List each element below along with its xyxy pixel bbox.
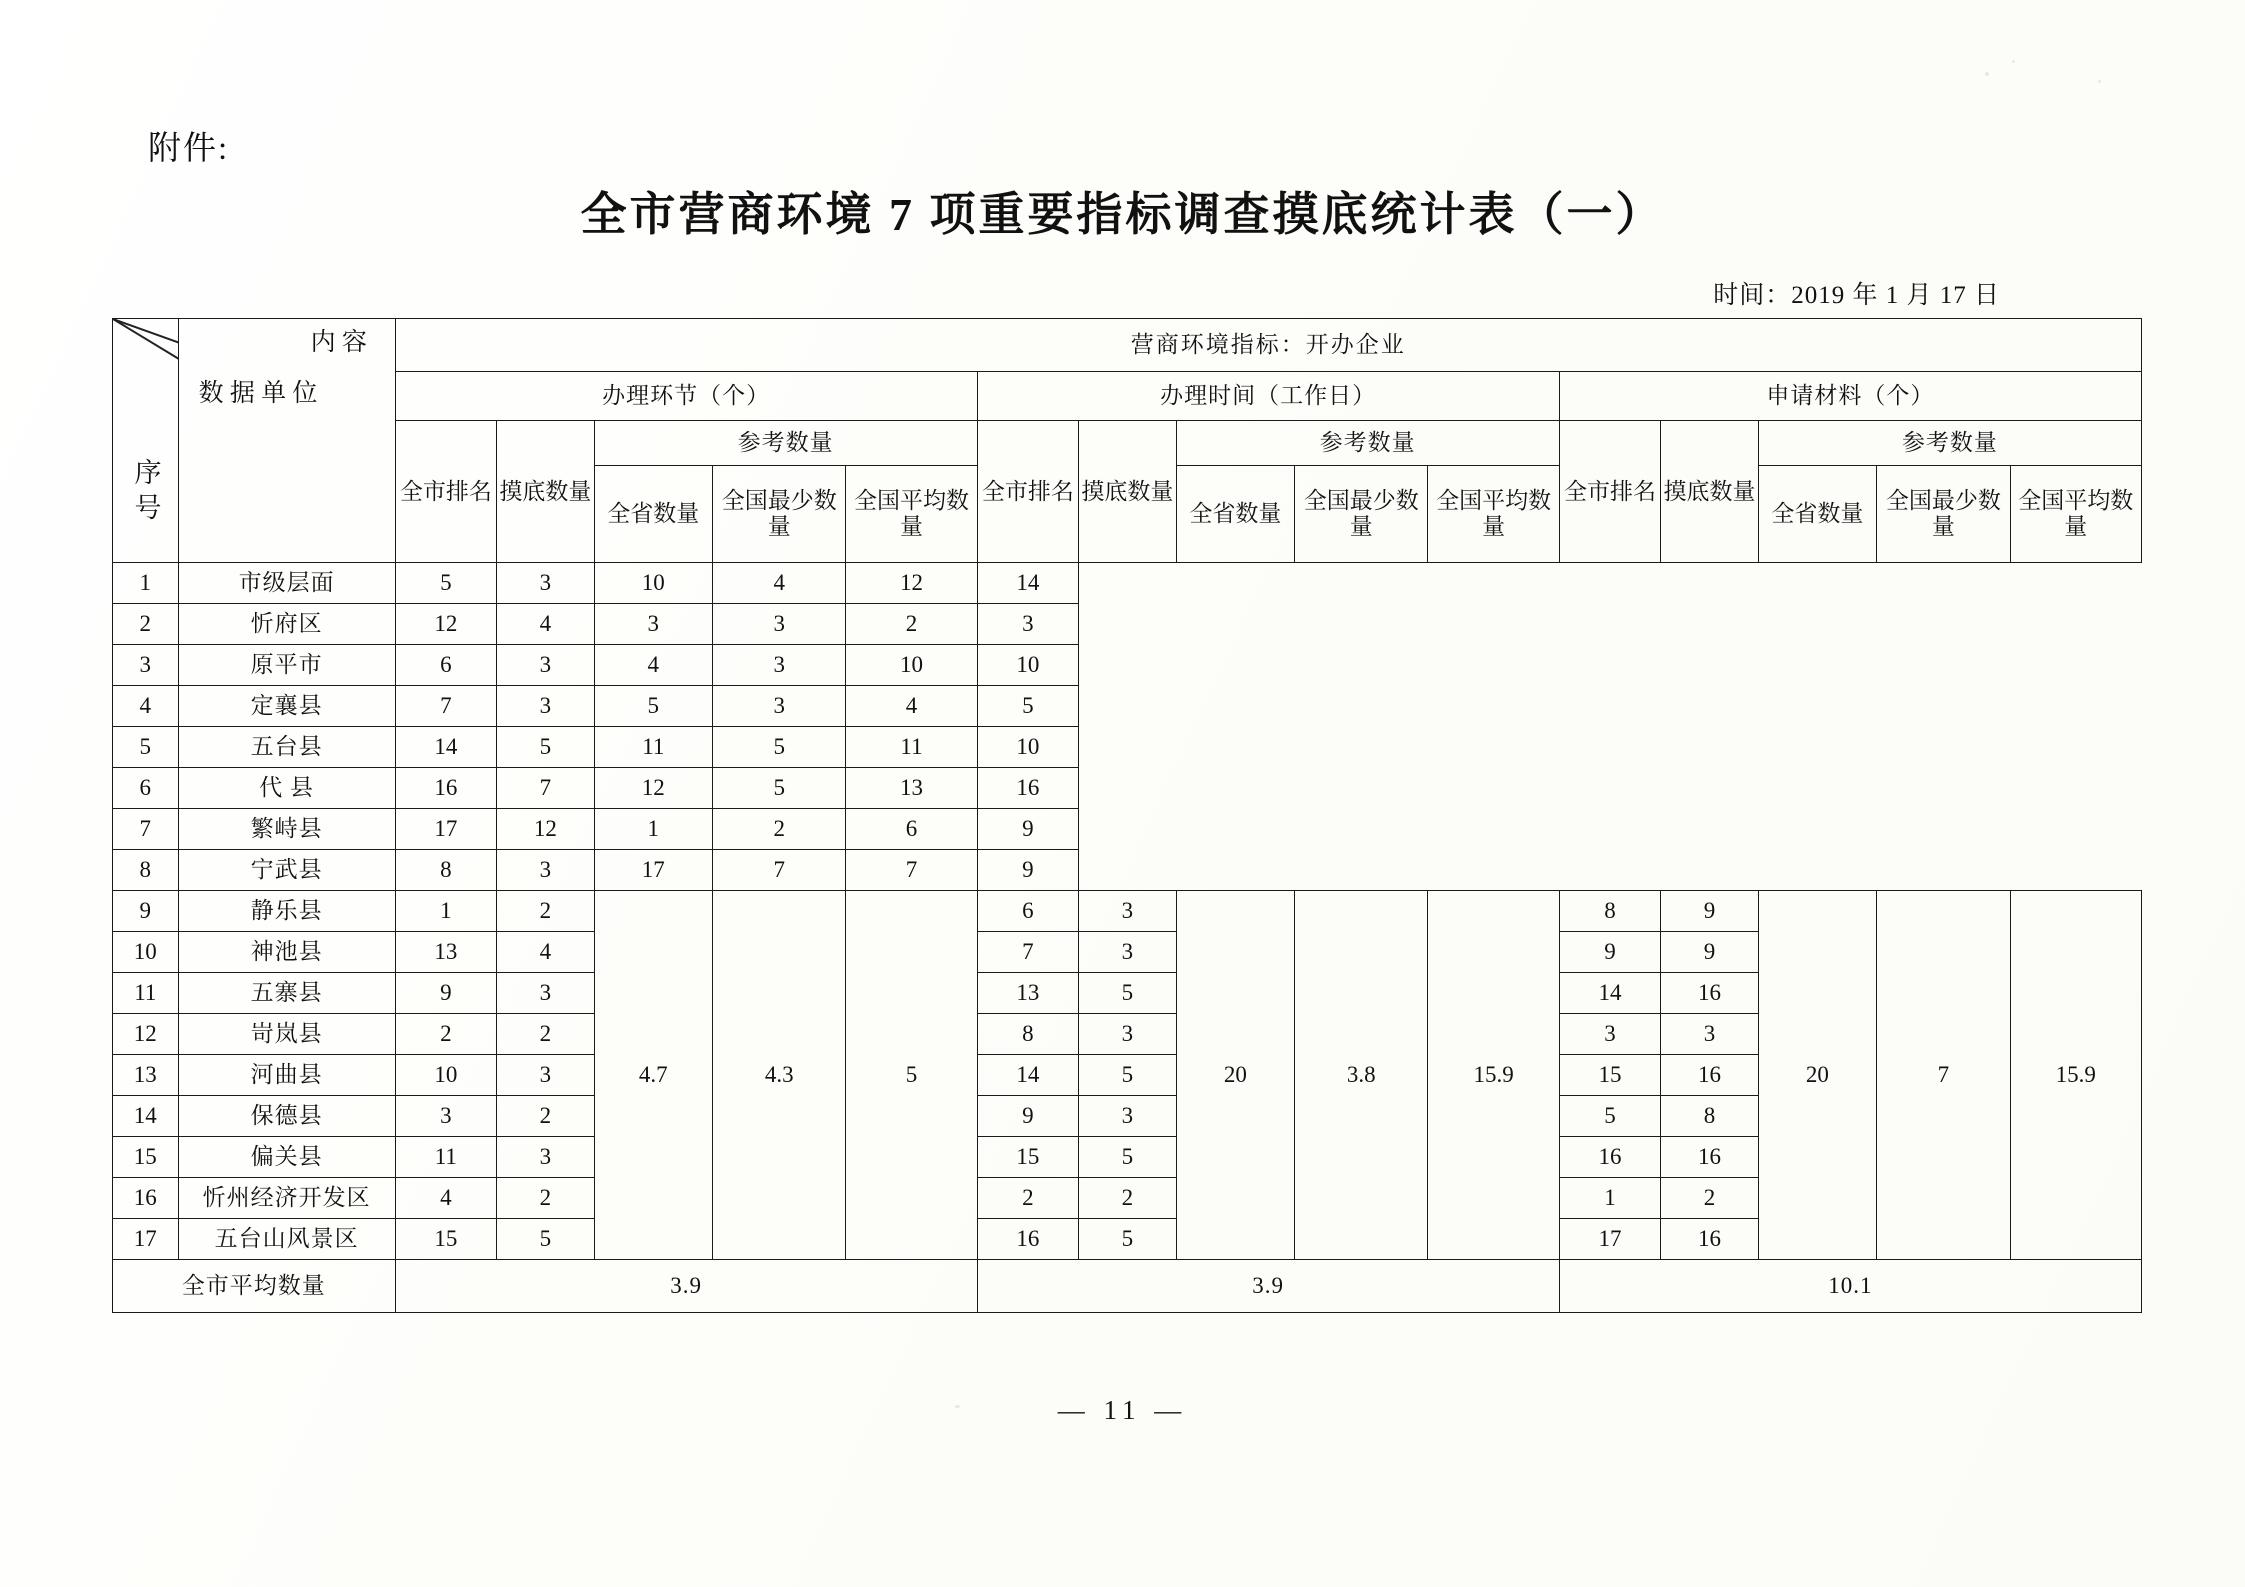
- cell-procedures-city-rank: 14: [395, 727, 497, 768]
- table-corner-header: [113, 319, 179, 563]
- cell-materials-survey-count: 2: [1661, 1178, 1758, 1219]
- cell-time-survey-count: 5: [713, 727, 846, 768]
- cell-materials-survey-count: 9: [977, 809, 1079, 850]
- cell-procedures-survey-count: 3: [497, 686, 594, 727]
- cell-materials-city-rank: 6: [846, 809, 977, 850]
- cell-time-city-rank: 3: [594, 604, 713, 645]
- cell-procedures-city-rank: 2: [395, 1014, 497, 1055]
- row-unit: 静乐县: [178, 891, 395, 932]
- cell-time-survey-count: 4: [713, 563, 846, 604]
- col-header-a-city-rank: 全市排名: [395, 421, 497, 563]
- cell-materials-survey-count: 3: [977, 604, 1079, 645]
- cell-materials-survey-count: 16: [1661, 1055, 1758, 1096]
- cell-materials-city-rank: 15: [1559, 1055, 1661, 1096]
- cell-time-city-rank: 12: [594, 768, 713, 809]
- cell-procedures-city-rank: 9: [395, 973, 497, 1014]
- row-seq: 11: [113, 973, 179, 1014]
- cell-procedures-survey-count: 2: [497, 1178, 594, 1219]
- table-row: [113, 850, 2142, 891]
- cell-materials-survey-count: 9: [1661, 891, 1758, 932]
- row-unit: 定襄县: [178, 686, 395, 727]
- group-header-procedures: 办理环节（个）: [395, 372, 977, 421]
- row-seq: 2: [113, 604, 179, 645]
- row-unit: 岢岚县: [178, 1014, 395, 1055]
- cell-procedures-survey-count: 7: [497, 768, 594, 809]
- cell-materials-survey-count: 16: [1661, 973, 1758, 1014]
- table-row: [113, 768, 2142, 809]
- cell-materials-city-rank: 10: [846, 645, 977, 686]
- cell-procedures-city-rank: 16: [395, 768, 497, 809]
- cell-materials-survey-count: 8: [1661, 1096, 1758, 1137]
- cell-materials-survey-count: 9: [977, 850, 1079, 891]
- cell-materials-city-rank: 13: [846, 768, 977, 809]
- cell-materials-city-rank: 14: [1559, 973, 1661, 1014]
- row-seq: 13: [113, 1055, 179, 1096]
- cell-time-city-rank: 17: [594, 850, 713, 891]
- cell-materials-city-rank: 7: [846, 850, 977, 891]
- row-seq: 9: [113, 891, 179, 932]
- cell-materials-city-rank: 16: [1559, 1137, 1661, 1178]
- cell-procedures-city-rank: 6: [395, 645, 497, 686]
- cell-procedures-city-rank: 15: [395, 1219, 497, 1260]
- row-unit: 繁峙县: [178, 809, 395, 850]
- cell-materials-survey-count: 16: [1661, 1219, 1758, 1260]
- row-unit: 宁武县: [178, 850, 395, 891]
- cell-time-survey-count: 2: [1079, 1178, 1176, 1219]
- cell-materials-survey-count: 16: [1661, 1137, 1758, 1178]
- cell-procedures-city-rank: 5: [395, 563, 497, 604]
- cell-time-city-rank: 8: [977, 1014, 1079, 1055]
- group-header-time: 办理时间（工作日）: [977, 372, 1559, 421]
- ref-procedures-national-min: 4.3: [713, 891, 846, 1260]
- cell-materials-city-rank: 2: [846, 604, 977, 645]
- cell-procedures-city-rank: 8: [395, 850, 497, 891]
- row-unit: 神池县: [178, 932, 395, 973]
- cell-materials-city-rank: 3: [1559, 1014, 1661, 1055]
- row-unit: 五台县: [178, 727, 395, 768]
- col-header-a-survey-count: 摸底数量: [497, 421, 594, 563]
- cell-time-city-rank: 14: [977, 1055, 1079, 1096]
- row-seq: 17: [113, 1219, 179, 1260]
- top-header-indicator: 营商环境指标：开办企业: [395, 319, 2141, 372]
- cell-procedures-survey-count: 3: [497, 645, 594, 686]
- cell-procedures-city-rank: 10: [395, 1055, 497, 1096]
- row-seq: 3: [113, 645, 179, 686]
- row-unit: 河曲县: [178, 1055, 395, 1096]
- row-seq: 1: [113, 563, 179, 604]
- row-unit: 保德县: [178, 1096, 395, 1137]
- col-header-c-city-rank: 全市排名: [1559, 421, 1661, 563]
- row-seq: 8: [113, 850, 179, 891]
- cell-materials-survey-count: 9: [1661, 932, 1758, 973]
- cell-time-survey-count: 3: [1079, 1096, 1176, 1137]
- cell-procedures-city-rank: 7: [395, 686, 497, 727]
- cell-materials-city-rank: 9: [1559, 932, 1661, 973]
- cell-procedures-survey-count: 5: [497, 727, 594, 768]
- cell-time-city-rank: 5: [594, 686, 713, 727]
- cell-procedures-city-rank: 1: [395, 891, 497, 932]
- table-row: [113, 563, 2142, 604]
- scan-speck: [2098, 80, 2101, 83]
- cell-procedures-city-rank: 12: [395, 604, 497, 645]
- footer-avg-procedures: 3.9: [395, 1260, 977, 1313]
- col-header-c-national-avg: 全国平均数量: [2010, 466, 2141, 563]
- row-unit: 忻州经济开发区: [178, 1178, 395, 1219]
- cell-procedures-survey-count: 2: [497, 891, 594, 932]
- cell-time-survey-count: 5: [1079, 1219, 1176, 1260]
- cell-time-survey-count: 3: [1079, 932, 1176, 973]
- row-seq: 14: [113, 1096, 179, 1137]
- cell-materials-city-rank: 4: [846, 686, 977, 727]
- scan-speck: [2012, 60, 2015, 63]
- cell-time-survey-count: 3: [713, 604, 846, 645]
- cell-materials-city-rank: 17: [1559, 1219, 1661, 1260]
- row-unit: 五寨县: [178, 973, 395, 1014]
- cell-time-city-rank: 6: [977, 891, 1079, 932]
- cell-time-city-rank: 13: [977, 973, 1079, 1014]
- table-corner-labels: [178, 319, 395, 563]
- col-header-b-survey-count: 摸底数量: [1079, 421, 1176, 563]
- cell-time-city-rank: 16: [977, 1219, 1079, 1260]
- col-header-a-national-avg: 全国平均数量: [846, 466, 977, 563]
- col-header-b-city-rank: 全市排名: [977, 421, 1079, 563]
- col-header-a-national-min: 全国最少数量: [713, 466, 846, 563]
- page-number: — 11 —: [1057, 1395, 1188, 1425]
- cell-time-survey-count: 5: [713, 768, 846, 809]
- page-title: 全市营商环境 7 项重要指标调查摸底统计表（一）: [580, 189, 1665, 240]
- cell-materials-survey-count: 5: [977, 686, 1079, 727]
- col-header-b-national-min: 全国最少数量: [1295, 466, 1428, 563]
- cell-materials-city-rank: 1: [1559, 1178, 1661, 1219]
- cell-procedures-city-rank: 4: [395, 1178, 497, 1219]
- col-header-c-national-min: 全国最少数量: [1877, 466, 2010, 563]
- cell-procedures-city-rank: 17: [395, 809, 497, 850]
- cell-procedures-city-rank: 11: [395, 1137, 497, 1178]
- cell-time-survey-count: 5: [1079, 1137, 1176, 1178]
- row-unit: 忻府区: [178, 604, 395, 645]
- cell-procedures-city-rank: 13: [395, 932, 497, 973]
- table-row: [113, 727, 2142, 768]
- scan-speck: [1985, 72, 1989, 76]
- row-seq: 15: [113, 1137, 179, 1178]
- attachment-label: 附件:: [148, 131, 230, 167]
- document-date: 时间：2019 年 1 月 17 日: [1713, 282, 2000, 309]
- cell-materials-city-rank: 8: [1559, 891, 1661, 932]
- footer-avg-materials: 10.1: [1559, 1260, 2141, 1313]
- row-seq: 16: [113, 1178, 179, 1219]
- row-unit: 原平市: [178, 645, 395, 686]
- ref-time-national-avg: 15.9: [1428, 891, 1559, 1260]
- cell-procedures-survey-count: 2: [497, 1096, 594, 1137]
- cell-materials-survey-count: 16: [977, 768, 1079, 809]
- cell-time-city-rank: 10: [594, 563, 713, 604]
- cell-materials-survey-count: 14: [977, 563, 1079, 604]
- col-header-a-province: 全省数量: [594, 466, 713, 563]
- statistics-table: [112, 318, 2142, 1313]
- cell-time-survey-count: 5: [1079, 973, 1176, 1014]
- ref-procedures-province: 4.7: [594, 891, 713, 1260]
- ref-materials-national-avg: 15.9: [2010, 891, 2141, 1260]
- col-header-b-national-avg: 全国平均数量: [1428, 466, 1559, 563]
- cell-materials-city-rank: 5: [1559, 1096, 1661, 1137]
- row-unit: 偏关县: [178, 1137, 395, 1178]
- cell-time-survey-count: 3: [713, 645, 846, 686]
- footer-label: 全市平均数量: [113, 1260, 396, 1313]
- ref-procedures-national-avg: 5: [846, 891, 977, 1260]
- ref-materials-national-min: 7: [1877, 891, 2010, 1260]
- table-row: [113, 604, 2142, 645]
- ref-header-b: 参考数量: [1176, 421, 1559, 466]
- cell-procedures-survey-count: 4: [497, 932, 594, 973]
- cell-materials-survey-count: 10: [977, 727, 1079, 768]
- ref-time-province: 20: [1176, 891, 1295, 1260]
- cell-procedures-survey-count: 5: [497, 1219, 594, 1260]
- cell-time-survey-count: 3: [1079, 1014, 1176, 1055]
- sequence-header: 序 号: [134, 457, 162, 523]
- cell-procedures-survey-count: 3: [497, 1055, 594, 1096]
- cell-procedures-survey-count: 12: [497, 809, 594, 850]
- ref-header-a: 参考数量: [594, 421, 977, 466]
- group-header-materials: 申请材料（个）: [1559, 372, 2141, 421]
- cell-time-survey-count: 2: [713, 809, 846, 850]
- row-seq: 10: [113, 932, 179, 973]
- cell-procedures-survey-count: 3: [497, 563, 594, 604]
- cell-materials-city-rank: 12: [846, 563, 977, 604]
- col-header-b-province: 全省数量: [1176, 466, 1295, 563]
- cell-procedures-survey-count: 4: [497, 604, 594, 645]
- cell-time-city-rank: 7: [977, 932, 1079, 973]
- row-seq: 5: [113, 727, 179, 768]
- col-header-c-province: 全省数量: [1758, 466, 1877, 563]
- cell-procedures-survey-count: 3: [497, 850, 594, 891]
- ref-time-national-min: 3.8: [1295, 891, 1428, 1260]
- cell-time-city-rank: 9: [977, 1096, 1079, 1137]
- table-row: [113, 686, 2142, 727]
- table-row: [113, 645, 2142, 686]
- cell-procedures-survey-count: 2: [497, 1014, 594, 1055]
- cell-time-survey-count: 3: [713, 686, 846, 727]
- cell-time-city-rank: 11: [594, 727, 713, 768]
- cell-time-city-rank: 1: [594, 809, 713, 850]
- row-unit: 市级层面: [178, 563, 395, 604]
- cell-time-survey-count: 5: [1079, 1055, 1176, 1096]
- table-footer-row: [113, 1260, 2142, 1313]
- cell-time-survey-count: 3: [1079, 891, 1176, 932]
- corner-data-unit-label: 数 据 单 位: [198, 380, 318, 407]
- row-seq: 6: [113, 768, 179, 809]
- cell-materials-survey-count: 10: [977, 645, 1079, 686]
- cell-materials-city-rank: 11: [846, 727, 977, 768]
- ref-materials-province: 20: [1758, 891, 1877, 1260]
- row-seq: 7: [113, 809, 179, 850]
- cell-procedures-survey-count: 3: [497, 973, 594, 1014]
- corner-content-label: 内 容: [310, 329, 367, 356]
- row-seq: 4: [113, 686, 179, 727]
- cell-procedures-city-rank: 3: [395, 1096, 497, 1137]
- table-body: [113, 563, 2142, 1260]
- cell-materials-survey-count: 3: [1661, 1014, 1758, 1055]
- row-unit: 代 县: [178, 768, 395, 809]
- row-seq: 12: [113, 1014, 179, 1055]
- footer-avg-time: 3.9: [977, 1260, 1559, 1313]
- col-header-c-survey-count: 摸底数量: [1661, 421, 1758, 563]
- statistics-table-wrapper: [112, 318, 2142, 1313]
- cell-time-city-rank: 4: [594, 645, 713, 686]
- cell-time-survey-count: 7: [713, 850, 846, 891]
- cell-procedures-survey-count: 3: [497, 1137, 594, 1178]
- table-row: [113, 809, 2142, 850]
- cell-time-city-rank: 15: [977, 1137, 1079, 1178]
- cell-time-city-rank: 2: [977, 1178, 1079, 1219]
- row-unit: 五台山风景区: [178, 1219, 395, 1260]
- ref-header-c: 参考数量: [1758, 421, 2141, 466]
- table-row: [113, 891, 2142, 932]
